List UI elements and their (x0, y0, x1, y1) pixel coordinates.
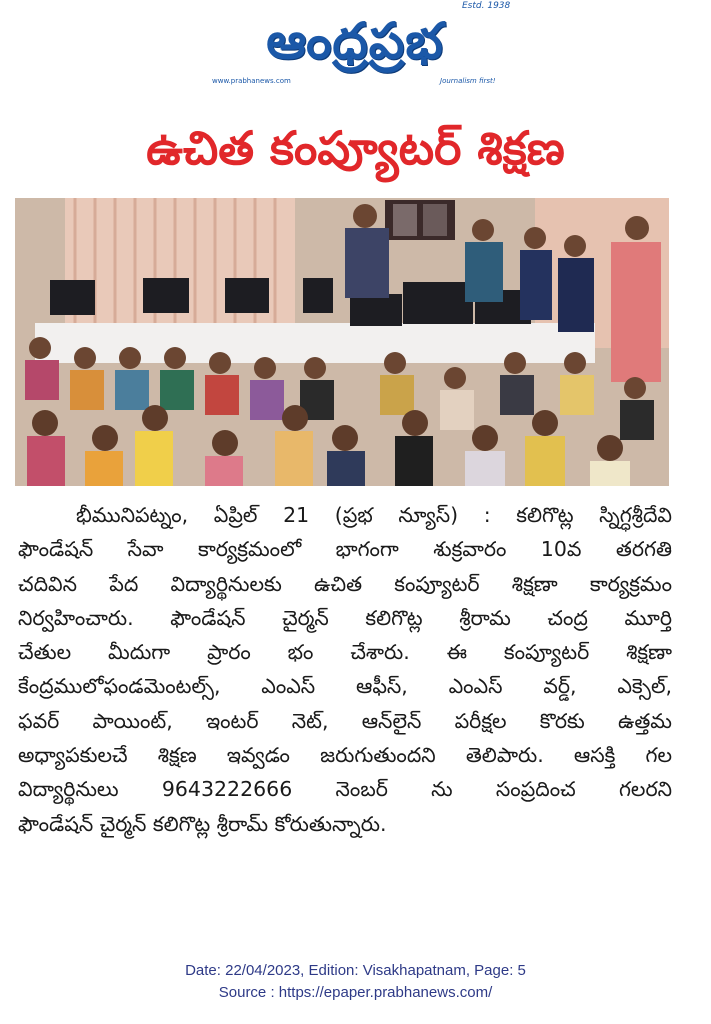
website-label: www.prabhanews.com (212, 77, 291, 85)
article-line: భీమునిపట్నం, ఏప్రిల్ 21 (ప్రభ న్యూస్) : కలిగొట్ల స్నిగ్ధశ్రీదేవి (76, 503, 672, 527)
article-line: నిర్వహించారు. ఫౌండేషన్ చైర్మన్ కలిగొట్ల శ్రీరామ చంద్ర మూర్తి (18, 605, 672, 630)
article-line: విద్యార్థినులు 9643222666 నెంబర్ ను సంప్రదించ గలరని (18, 777, 672, 802)
article-body (18, 498, 672, 928)
article-photo (15, 198, 669, 486)
masthead (0, 0, 711, 100)
estd-label: Estd. 1938 (462, 1, 511, 11)
article-headline: ఉచిత కంప్యూటర్ శిక్షణ (146, 121, 565, 175)
date-edition-line: Date: 22/04/2023, Edition: Visakhapatnam, Page: 5 (185, 962, 526, 979)
article-line: ఫవర్ పాయింట్, ఇంటర్ నెట్, ఆన్‌లైన్ పరీక్షల కొరకు ఉత్తమ (18, 708, 672, 733)
article-line: ఫౌండేషన్ సేవా కార్యక్రమంలో భాగంగా శుక్రవారం 10వ తరగతి (18, 537, 672, 562)
article-line: చదివిన పేద విద్యార్థినులకు ఉచిత కంప్యూటర్ శిక్షణా కార్యక్రమం (18, 571, 672, 596)
source-line: Source : https://epaper.prabhanews.com/ (218, 984, 493, 1001)
article-line: ఫౌండేషన్ చైర్మన్ కలిగొట్ల శ్రీరామ్ కోరుతున్నారు. (18, 811, 387, 836)
classroom-photo-illustration (15, 198, 669, 486)
tagline-label: Journalism first! (440, 77, 496, 85)
article-line: అధ్యాపకులచే శిక్షణ ఇవ్వడం జరుగుతుందని తెలిపారు. ఆసక్తి గల (18, 743, 672, 768)
source-footer (0, 960, 711, 1004)
newspaper-logo: ఆంధ్రప్రభ (266, 12, 444, 70)
article-line: కేంద్రములోఫండమెంటల్స్, ఎంఎస్ ఆఫీస్, ఎంఎస్ వర్డ్, ఎక్సెల్, (18, 674, 672, 699)
article-line: చేతుల మీదుగా ప్రారం భం చేశారు. ఈ కంప్యూటర్ శిక్షణా (18, 640, 672, 665)
